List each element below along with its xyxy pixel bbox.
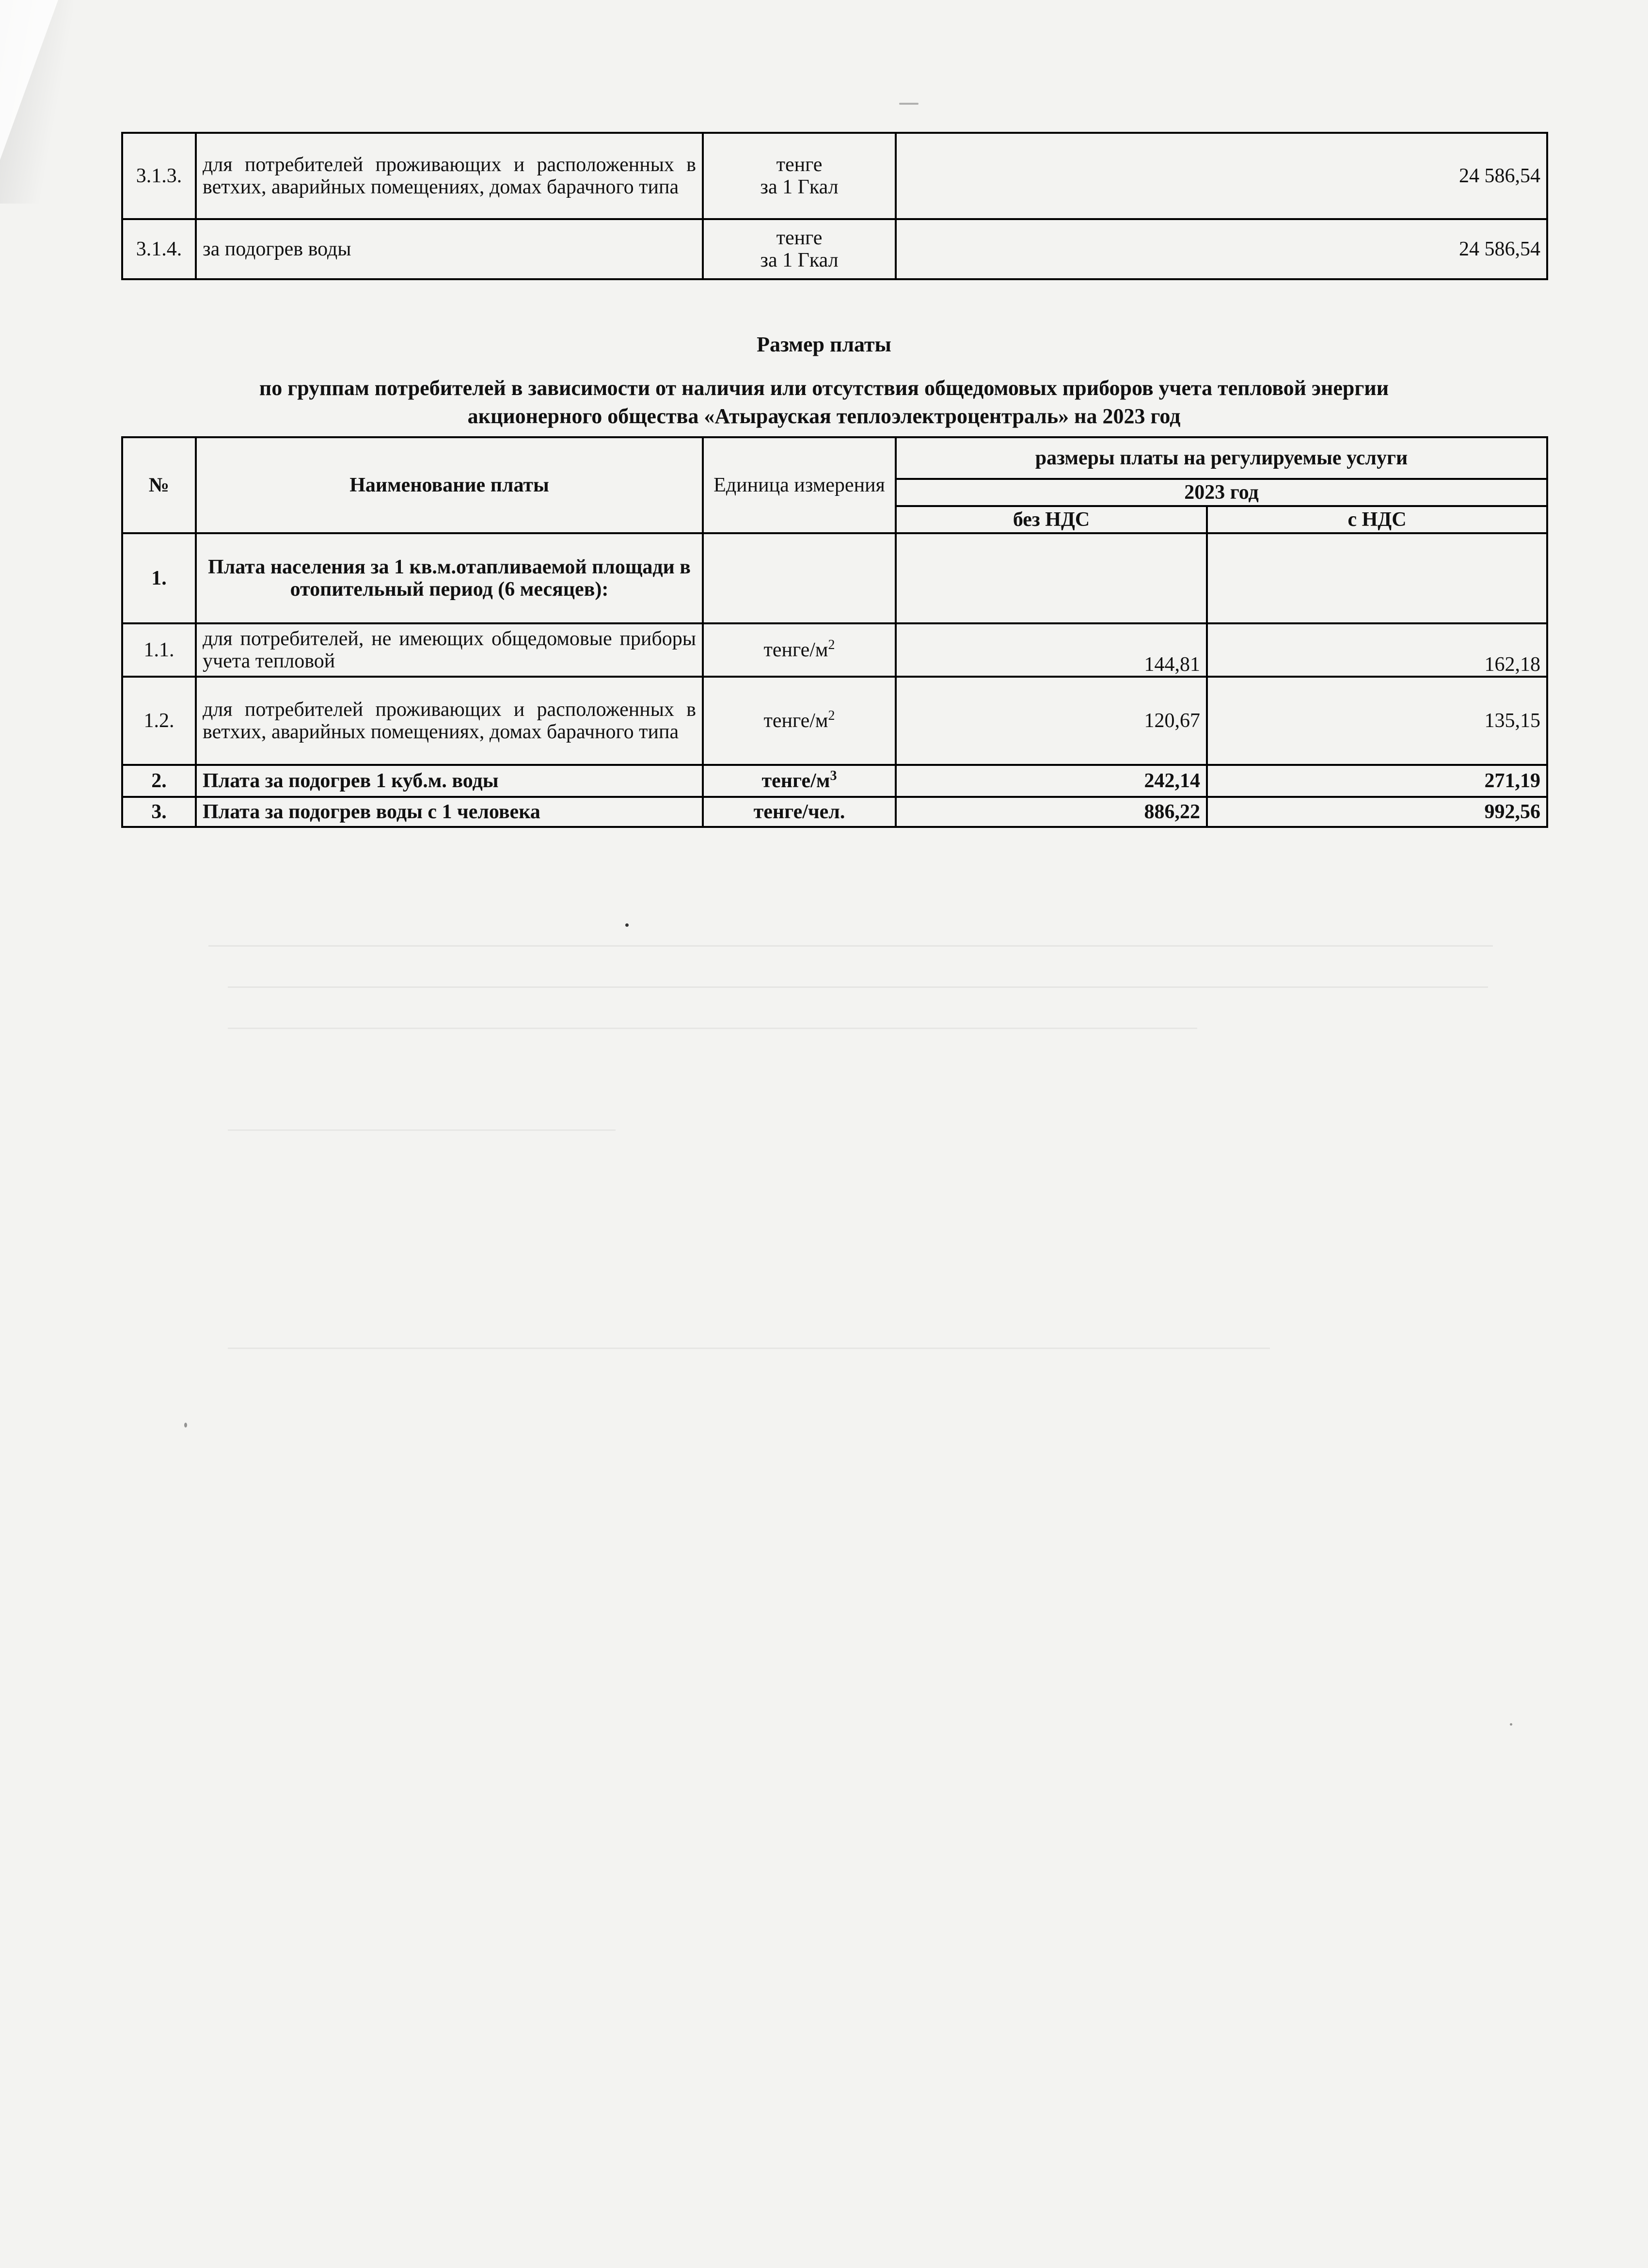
payment-size-table — [121, 436, 1548, 828]
scan-speck — [1510, 1723, 1512, 1726]
unit-line-2: за 1 Гкал — [760, 176, 839, 198]
unit-superscript: 2 — [828, 708, 835, 723]
section-subtitle-1: по группам потребителей в зависимости от наличия или отсутствия общедомовых приборов учета тепловой энергии — [259, 376, 1389, 400]
row-name: для потребителей проживающих и расположенных в ветхих, аварийных помещениях, домах барачного типа — [196, 677, 703, 765]
table-row — [122, 623, 1547, 677]
unit-superscript: 3 — [830, 768, 837, 783]
row-name: для потребителей проживающих и расположенных в ветхих, аварийных помещениях, домах барачного типа — [196, 133, 703, 219]
row-no-vat: 886,22 — [896, 797, 1207, 827]
row-unit — [703, 623, 896, 677]
table-row — [122, 133, 1547, 219]
scan-speck — [899, 103, 919, 105]
row-no-vat: 242,14 — [896, 765, 1207, 797]
row-name: Плата населения за 1 кв.м.отапливаемой площади в отопительный период (6 месяцев): — [196, 533, 703, 623]
tariff-table-continuation — [121, 132, 1548, 280]
row-number: 2. — [122, 765, 196, 797]
row-with-vat: 135,15 — [1207, 677, 1547, 765]
table-header-row — [122, 437, 1547, 479]
unit-text: тенге/м — [761, 770, 830, 792]
table-row — [122, 219, 1547, 279]
row-name: Плата за подогрев 1 куб.м. воды — [196, 765, 703, 797]
row-number: 1.1. — [122, 623, 196, 677]
row-unit — [703, 677, 896, 765]
table-row — [122, 677, 1547, 765]
row-no-vat — [896, 533, 1207, 623]
unit-text: тенге/м — [763, 710, 828, 732]
row-unit — [703, 219, 896, 279]
row-value: 24 586,54 — [896, 219, 1547, 279]
section-title: Размер платы — [757, 333, 891, 356]
header-name: Наименование платы — [196, 437, 703, 533]
unit-line-2: за 1 Гкал — [760, 249, 839, 271]
row-value: 24 586,54 — [896, 133, 1547, 219]
header-number: № — [122, 437, 196, 533]
row-name: для потребителей, не имеющих общедомовые приборы учета тепловой — [196, 623, 703, 677]
row-name: за подогрев воды — [196, 219, 703, 279]
section-subtitle-2: акционерного общества «Атырауская теплоэлектроцентраль» на 2023 год — [467, 404, 1181, 428]
row-number: 3. — [122, 797, 196, 827]
unit-text: тенге/м — [763, 639, 828, 661]
table-row — [122, 533, 1547, 623]
header-year: 2023 год — [896, 479, 1547, 506]
table-row — [122, 797, 1547, 827]
row-with-vat: 162,18 — [1207, 623, 1547, 677]
header-unit: Единица измерения — [703, 437, 896, 533]
unit-text: тенге/чел. — [753, 801, 845, 823]
header-no-vat: без НДС — [896, 506, 1207, 533]
row-no-vat: 144,81 — [896, 623, 1207, 677]
unit-superscript: 2 — [828, 637, 835, 652]
row-number: 3.1.3. — [122, 133, 196, 219]
row-unit — [703, 765, 896, 797]
table-row — [122, 765, 1547, 797]
row-with-vat — [1207, 533, 1547, 623]
header-with-vat: с НДС — [1207, 506, 1547, 533]
row-no-vat: 120,67 — [896, 677, 1207, 765]
row-with-vat: 992,56 — [1207, 797, 1547, 827]
row-with-vat: 271,19 — [1207, 765, 1547, 797]
row-unit — [703, 533, 896, 623]
row-number: 3.1.4. — [122, 219, 196, 279]
unit-line-1: тенге — [776, 154, 823, 176]
row-number: 1. — [122, 533, 196, 623]
row-unit — [703, 133, 896, 219]
row-unit — [703, 797, 896, 827]
scan-speck — [625, 923, 629, 927]
page-corner-fold — [0, 0, 58, 160]
row-name: Плата за подогрев воды с 1 человека — [196, 797, 703, 827]
unit-line-1: тенге — [776, 227, 823, 249]
scan-speck — [184, 1423, 187, 1427]
row-number: 1.2. — [122, 677, 196, 765]
header-group: размеры платы на регулируемые услуги — [896, 437, 1547, 479]
